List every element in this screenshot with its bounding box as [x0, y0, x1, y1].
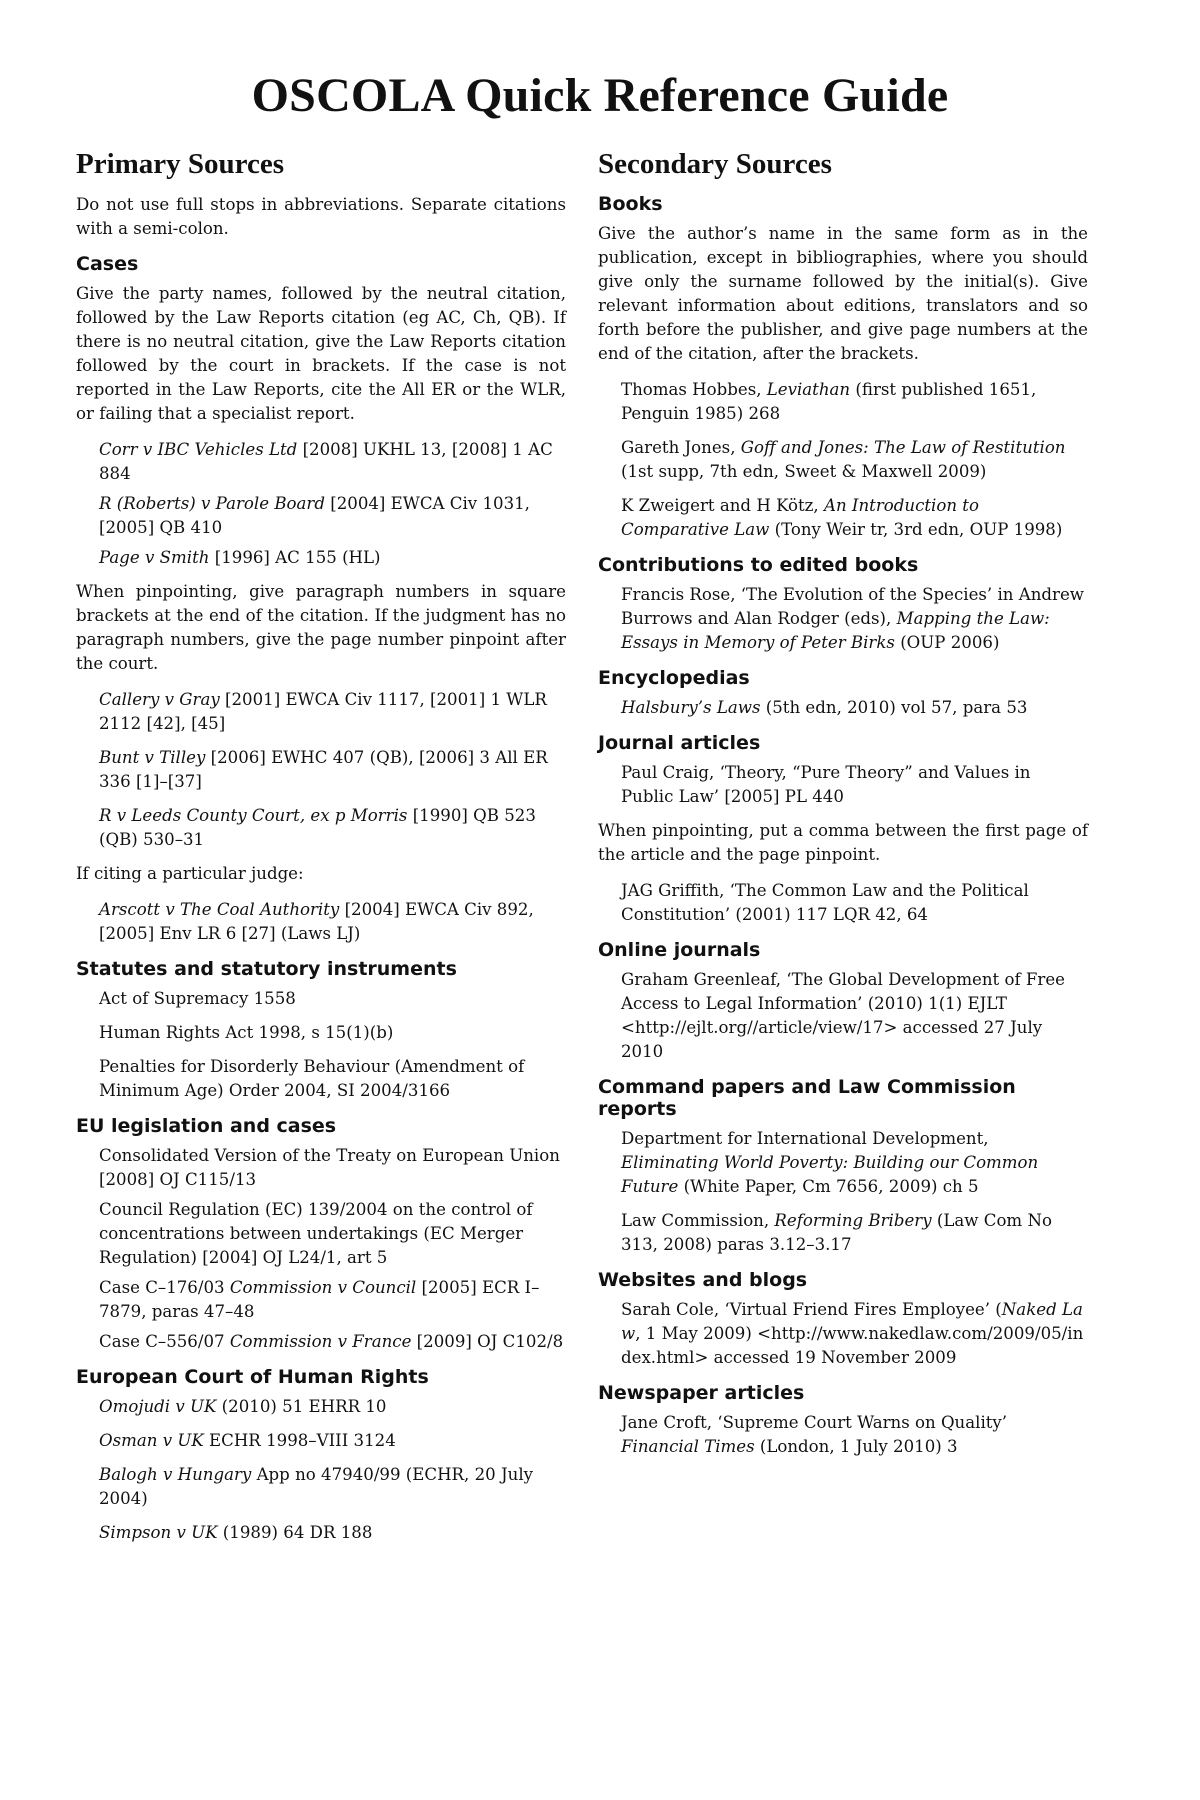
judge-text: If citing a particular judge:: [76, 864, 304, 883]
page-title: OSCOLA Quick Reference Guide: [251, 69, 949, 122]
echr-citation: Simpson v UK (1989) 64 DR 188: [99, 1523, 373, 1542]
primary-sources-column: [76, 148, 566, 1555]
eu-citation: Council Regulation (EC) 139/2004 on the control of concentrations between undertakings (EC Merger Regulation) [2004] OJ L24/1, art 5: [99, 1200, 533, 1267]
secondary-sources-column: [598, 148, 1088, 1469]
online-journal-citation: Graham Greenleaf, ‘The Global Development of Free Access to Legal Information’ (2010) 1(1) EJLT <http://ejlt.org//article/view/17> accessed 27 July 2010: [621, 970, 1065, 1061]
online-journals-heading: Online journals: [598, 939, 761, 961]
command-paper-citation: Law Commission, Reforming Bribery (Law Com No 313, 2008) paras 3.12–3.17: [621, 1211, 1052, 1254]
book-citation: Thomas Hobbes, Leviathan (first published 1651, Penguin 1985) 268: [621, 380, 1037, 423]
book-citation: K Zweigert and H Kötz, An Introduction to Comparative Law (Tony Weir tr, 3rd edn, OUP 1998): [621, 496, 1063, 539]
statute-citation: Human Rights Act 1998, s 15(1)(b): [99, 1023, 394, 1042]
case-citation: Arscott v The Coal Authority [2004] EWCA Civ 892, [2005] Env LR 6 [27] (Laws LJ): [99, 900, 534, 943]
encyclopedia-citation: Halsbury’s Laws (5th edn, 2010) vol 57, para 53: [621, 698, 1028, 717]
echr-citation: Osman v UK ECHR 1998–VIII 3124: [99, 1431, 396, 1450]
case-citation: Page v Smith [1996] AC 155 (HL): [99, 548, 381, 567]
websites-heading: Websites and blogs: [598, 1269, 808, 1291]
case-citation: R (Roberts) v Parole Board [2004] EWCA Civ 1031, [2005] QB 410: [99, 494, 530, 537]
books-text: Give the author’s name in the same form as in the publication, except in bibliographies, where you should give only the surname followed by the initial(s). Give relevant information about editions, translators and so forth before the publisher, and give page numbers at the end of the citation, after the brackets.: [598, 224, 1088, 363]
secondary-sources-heading: Secondary Sources: [598, 148, 832, 180]
eu-citation: Consolidated Version of the Treaty on European Union [2008] OJ C115/13: [99, 1146, 560, 1189]
eu-citation: Case C–176/03 Commission v Council [2005] ECR I–7879, paras 47–48: [99, 1278, 540, 1321]
cases-heading: Cases: [76, 253, 139, 275]
statute-citation: Act of Supremacy 1558: [99, 989, 296, 1008]
website-citation: Sarah Cole, ‘Virtual Friend Fires Employee’ (Naked Law, 1 May 2009) <http://www.nakedlaw.com/2009/05/index.html> accessed 19 November 2009: [621, 1300, 1084, 1367]
command-papers-heading: Command papers and Law Commission reports: [598, 1076, 1016, 1120]
contributions-heading: Contributions to edited books: [598, 554, 919, 576]
newspaper-citation: Jane Croft, ‘Supreme Court Warns on Quality’ Financial Times (London, 1 July 2010) 3: [621, 1413, 1008, 1456]
book-citation: Gareth Jones, Goff and Jones: The Law of Restitution (1st supp, 7th edn, Sweet & Maxwell 2009): [621, 438, 1066, 481]
command-paper-citation: Department for International Development, Eliminating World Poverty: Building our Common Future (White Paper, Cm 7656, 2009) ch 5: [621, 1129, 1039, 1196]
journal-articles-heading: Journal articles: [598, 732, 761, 754]
newspaper-heading: Newspaper articles: [598, 1382, 805, 1404]
cases-text: Give the party names, followed by the neutral citation, followed by the Law Reports citation (eg AC, Ch, QB). If there is no neutral citation, give the Law Reports citation followed by the court in brackets. If the case is not reported in the Law Reports, cite the All ER or the WLR, or failing that a specialist report.: [76, 284, 566, 423]
primary-intro: Do not use full stops in abbreviations. Separate citations with a semi-colon.: [76, 195, 566, 238]
journal-citation: Paul Craig, ‘Theory, “Pure Theory” and Values in Public Law’ [2005] PL 440: [621, 763, 1031, 806]
books-heading: Books: [598, 193, 663, 215]
statute-citation: Penalties for Disorderly Behaviour (Amendment of Minimum Age) Order 2004, SI 2004/3166: [99, 1057, 525, 1100]
encyclopedias-heading: Encyclopedias: [598, 667, 750, 689]
case-citation: R v Leeds County Court, ex p Morris [1990] QB 523 (QB) 530–31: [99, 806, 536, 849]
case-citation: Bunt v Tilley [2006] EWHC 407 (QB), [2006] 3 All ER 336 [1]–[37]: [99, 748, 548, 791]
case-citation: Corr v IBC Vehicles Ltd [2008] UKHL 13, [2008] 1 AC 884: [99, 440, 553, 483]
journal-citation: JAG Griffith, ‘The Common Law and the Political Constitution’ (2001) 117 LQR 42, 64: [621, 881, 1029, 924]
primary-sources-heading: Primary Sources: [76, 148, 285, 180]
echr-citation: Omojudi v UK (2010) 51 EHRR 10: [99, 1397, 387, 1416]
contribution-citation: Francis Rose, ‘The Evolution of the Species’ in Andrew Burrows and Alan Rodger (eds), Mapping the Law: Essays in Memory of Peter Birks (OUP 2006): [621, 585, 1084, 652]
echr-heading: European Court of Human Rights: [76, 1366, 429, 1388]
echr-citation: Balogh v Hungary App no 47940/99 (ECHR, 20 July 2004): [99, 1465, 534, 1508]
case-citation: Callery v Gray [2001] EWCA Civ 1117, [2001] 1 WLR 2112 [42], [45]: [99, 690, 547, 733]
eu-citation: Case C–556/07 Commission v France [2009] OJ C102/8: [99, 1332, 564, 1351]
pinpoint-text: When pinpointing, give paragraph numbers in square brackets at the end of the citation. If the judgment has no paragraph numbers, give the page number pinpoint after the court.: [76, 582, 566, 673]
eu-heading: EU legislation and cases: [76, 1115, 337, 1137]
journal-pinpoint-text: When pinpointing, put a comma between the first page of the article and the page pinpoint.: [598, 821, 1088, 864]
statutes-heading: Statutes and statutory instruments: [76, 958, 457, 980]
